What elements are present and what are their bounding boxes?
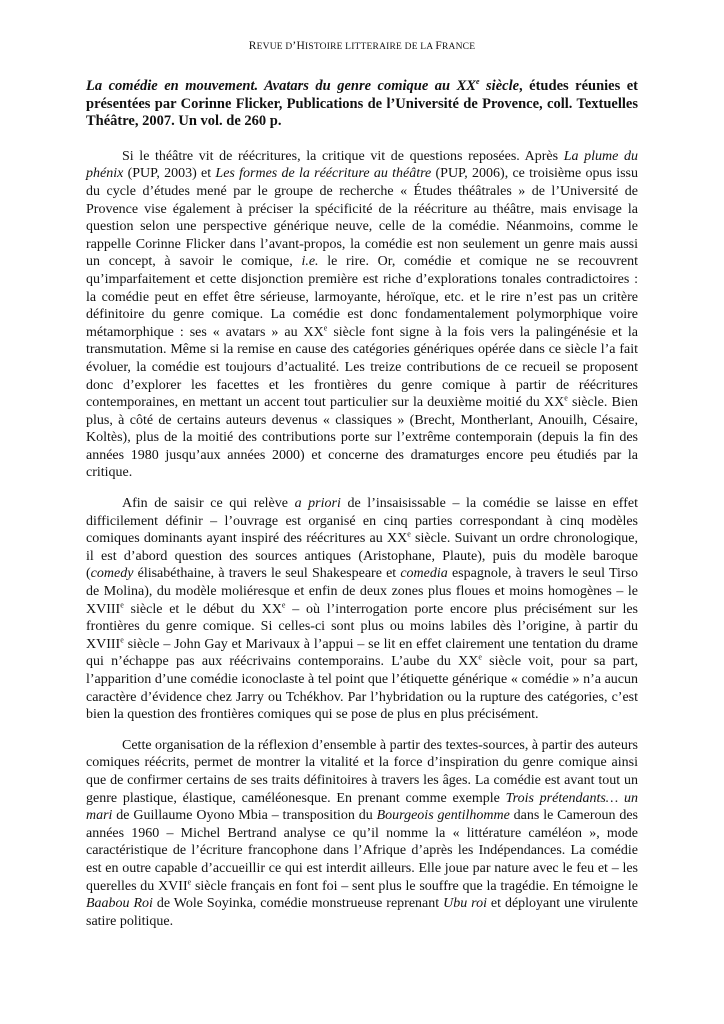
running-head-evue: EVUE D: [256, 42, 293, 52]
p2-italic-1: a priori: [294, 496, 341, 512]
p2-text-1: Afin de saisir ce qui relève: [122, 496, 295, 512]
review-content: [86, 78, 638, 943]
p3-text-4: siècle français en font foi – sent plus le souffre que la tragédie. En témoigne le: [191, 878, 639, 894]
running-head-r: R: [248, 40, 257, 52]
running-head-apostrophe: ’: [292, 40, 297, 52]
p3-sup-1: e: [187, 876, 192, 886]
p3-italic-3: Baabou Roi: [86, 896, 153, 912]
p2-text-9: siècle voit, pour sa part, l’apparition d’une comédie iconoclaste à tel point que l’étiquette générique « comédie » n’a aucun caractère d’évidence chez Jarry ou Tchékhov. Par l’hybridation ou la rupture des catégories, c’est bien la question des frontières comiques qui se pose de plus en plus précisément.: [86, 654, 638, 723]
paragraph-3: [86, 737, 638, 931]
running-head-f: F: [435, 40, 442, 52]
p2-italic-2: comedy: [90, 566, 134, 582]
p2-text-5: espagnole, à travers le seul Tirso de Molina), du modèle moliéresque et enfin de deux zones plus floues et moins homogènes – le XVIII: [86, 566, 638, 617]
p1-italic-3: i.e.: [301, 254, 319, 270]
paragraph-2: [86, 495, 638, 724]
book-title-a: La comédie en mouvement. Avatars du genre comique au XX: [86, 78, 476, 94]
review-heading: [86, 78, 638, 131]
book-title: [86, 78, 519, 94]
p2-text-6: siècle et le début du XX: [123, 601, 282, 617]
p3-text-5: de Wole Soyinka, comédie monstrueuse reprenant: [152, 896, 444, 912]
p2-text-3: siècle. Suivant un ordre chronologique, il est d’abord question des sources antiques (Aristophane, Plaute), puis du modèle baroque (: [86, 531, 639, 582]
p3-text-2: de Guillaume Oyono Mbia – transposition du: [112, 808, 377, 824]
running-head-h: H: [296, 40, 305, 52]
p2-italic-3: comedia: [400, 566, 448, 582]
p1-text-5: siècle font signe à la fois vers la palingénésie et la transmutation. Même si la remise en cause des catégories génériques opérée dans ce siècle l’a fait évoluer, la comédie est toujours d’actualité. Les treize contributions de ce recueil se proposent donc d’explorer les facettes et les frontières du genre comique à partir de réécritures contemporaines, en mettant un accent tout particulier sur la deuxième moitié du XX: [86, 324, 638, 411]
p3-italic-4: Ubu roi: [443, 896, 487, 912]
book-title-b: siècle: [479, 78, 520, 94]
p3-text-1: Cette organisation de la réflexion d’ensemble à partir des textes-sources, à partir des auteurs comiques réécrits, permet de montrer la vitalité et la force d’inspiration du genre comique ainsi que de confirmer certains de ses traits définitoires à travers les âges. La comédie est avant tout un genre plastique, élastique, caméléonesque. En prenant comme exemple: [86, 737, 638, 806]
p1-italic-1: La plume du phénix: [86, 148, 638, 182]
p2-text-4: élisabéthaine, à travers le seul Shakespeare et: [133, 566, 401, 582]
p1-text-3: (PUP, 2006), ce troisième opus issu du cycle d’études mené par le groupe de recherche « Études théâtrales » de l’Université de Provence vise également à préciser la spécificité de la réécriture au théâtre, mais envisage la question selon une perspective générique neuve, celle de la comédie. Néanmoins, comme le rappelle Corinne Flicker dans l’avant-propos, la comédie est non seulement un genre mais aussi un concept, à savoir le comique,: [86, 166, 638, 270]
p1-text-4: le rire. Or, comédie et comique ne se recouvrent qu’imparfaitement et cette disjonction première est riche d’explorations tonales contradictoires : la comédie peut en effet être sérieuse, larmoyante, héroïque, etc. et le rire n’est pas un critère définitoire du genre comique. La comédie est donc fondamentalement polymorphique voire métamorphique : ses « avatars » au XX: [86, 254, 638, 340]
p1-text-6: siècle. Bien plus, à côté de certains auteurs devenus « classiques » (Brecht, Montherlant, Anouilh, Césaire, Koltès), plus de la moitié des contributions porte sur l’extrême contemporain (depuis la fin des années 1980 jusqu’aux années 2000) et concerne des dramaturges encore peu étudiés par la critique.: [86, 395, 638, 481]
p2-text-8: siècle – John Gay et Marivaux à l’appui – se lit en effet clairement une tentation du drame qui n’échappe pas aux réécrivains contemporains. L’aube du XX: [86, 636, 638, 670]
p2-sup-5: e: [478, 652, 482, 662]
p3-text-3: dans le Cameroun des années 1960 – Michel Bertrand analyse ce qu’il nomme la « littérature caméléon », mode caractéristique de l’écriture francophone dans l’Afrique d’après les Indépendances. La comédie est en outre capable d’accueillir ce qui est interdit ailleurs. Elle joue par nature avec le feu et – les querelles du XVII: [86, 808, 638, 894]
p3-italic-2: Bourgeois gentilhomme: [376, 808, 510, 824]
p2-sup-2: e: [120, 599, 124, 609]
p1-text-1: Si le théâtre vit de réécritures, la critique vit de questions reposées. Après: [122, 148, 564, 164]
p3-italic-1: Trois prétendants… un mari: [86, 790, 638, 824]
running-head: [86, 40, 638, 52]
p1-text-2: (PUP, 2003) et: [123, 166, 216, 182]
running-head-rance: RANCE: [442, 42, 476, 52]
p2-sup-1: e: [407, 529, 411, 539]
p1-sup-1: e: [323, 323, 328, 333]
p1-sup-2: e: [564, 393, 568, 403]
running-head-istoire: ISTOIRE LITTERAIRE DE LA: [304, 42, 436, 52]
p1-italic-2: Les formes de la réécriture au théâtre: [215, 166, 432, 182]
paragraph-1: [86, 148, 638, 482]
p2-text-2: de l’insaisissable – la comédie se laisse en effet difficilement définir – l’ouvrage est organisé en cinq parties correspondant à cinq modèles comiques dominants ayant inspiré des réécritures au XX: [86, 496, 638, 547]
book-details: , études réunies et présentées par Corinne Flicker, Publications de l’Université de Provence, coll. Textuelles Théâtre, 2007. Un vol. de 260 p.: [86, 78, 639, 130]
p2-sup-3: e: [281, 599, 286, 609]
p2-text-7: – où l’interrogation porte encore plus précisément sur les frontières du genre comique. Si celles-ci sont plus ou moins labiles dès l’origine, à partir du XVIII: [86, 601, 638, 652]
p2-sup-4: e: [120, 635, 124, 645]
book-title-sup: e: [475, 77, 480, 87]
p3-text-6: et déployant une virulente satire politique.: [86, 896, 638, 929]
